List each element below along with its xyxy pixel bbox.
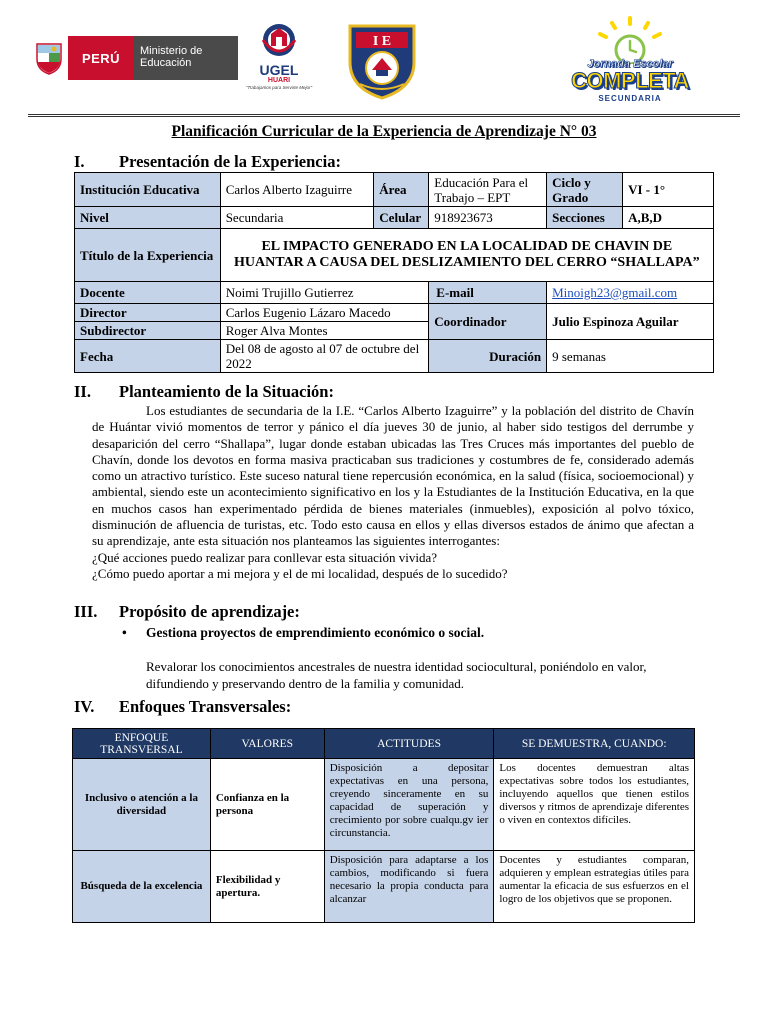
coordinador-value: Julio Espinoza Aguilar bbox=[547, 304, 714, 340]
info-row-titulo bbox=[75, 229, 714, 282]
section-3-number: III. bbox=[74, 602, 98, 621]
info-row-institucion bbox=[75, 173, 714, 207]
ugel-slogan: "Trabajamos para Servirte Mejor" bbox=[245, 85, 313, 90]
ugel-logo bbox=[244, 22, 314, 98]
section-3-heading bbox=[74, 602, 300, 622]
subdirector-label: Subdirector bbox=[75, 322, 221, 340]
header-valores: VALORES bbox=[210, 729, 324, 759]
enfoques-table bbox=[72, 728, 695, 923]
subdirector-value: Roger Alva Montes bbox=[220, 322, 429, 340]
bullet-icon: • bbox=[122, 625, 127, 640]
enfoque-cell: Inclusivo o atención a la diversidad bbox=[73, 759, 211, 851]
demuestra-cell: Docentes y estudiantes comparan, adquieren y emplean estrategias útiles para aumentar la eficacia de sus esfuerzos en el logro de los objetivos que se proponen. bbox=[494, 851, 695, 923]
ie-shield-logo bbox=[346, 22, 418, 100]
duracion-label: Duración bbox=[429, 340, 547, 373]
valor-cell: Flexibilidad y apertura. bbox=[210, 851, 324, 923]
section-1-heading bbox=[74, 152, 341, 172]
celular-label: Celular bbox=[374, 207, 429, 229]
demuestra-cell: Los docentes demuestran altas expectativas sobre todos los estudiantes, incluyendo aquellos que tienen estilos diversos y ritmos de aprendizaje diferentes o viven en contextos difíciles. bbox=[494, 759, 695, 851]
section-3-label: Propósito de aprendizaje: bbox=[119, 602, 300, 621]
email-value[interactable] bbox=[547, 282, 714, 304]
section-2-number: II. bbox=[74, 382, 91, 401]
valor-cell: Confianza en la persona bbox=[210, 759, 324, 851]
jec-line2: COMPLETA bbox=[571, 68, 689, 93]
ugel-subtitle: HUARI bbox=[267, 77, 291, 84]
peru-shield-icon bbox=[30, 36, 68, 80]
info-table bbox=[74, 172, 714, 373]
jornada-escolar-logo bbox=[560, 14, 700, 104]
email-label: E-mail bbox=[429, 282, 547, 304]
fecha-value: Del 08 de agosto al 07 de octubre del 2022 bbox=[220, 340, 429, 373]
institucion-label: Institución Educativa bbox=[75, 173, 221, 207]
ministerio-label: Ministerio de Educación bbox=[134, 36, 238, 80]
header-divider bbox=[28, 114, 740, 117]
actitud-cell: Disposición a depositar expectativas en una persona, creyendo sinceramente en su capacidad de superación y crecimiento por sobre cualqu.gv ier circunstancia. bbox=[324, 759, 494, 851]
docente-label: Docente bbox=[75, 282, 221, 304]
secciones-value: A,B,D bbox=[623, 207, 714, 229]
coordinador-label: Coordinador bbox=[429, 304, 547, 340]
table-row bbox=[73, 759, 695, 851]
info-row-nivel bbox=[75, 207, 714, 229]
proposito-bullet bbox=[122, 625, 484, 641]
proposito-text: Revalorar los conocimientos ancestrales de nuestra identidad sociocultural, poniéndolo en valor, difundiendo y preservando dentro de la familia y comunidad. bbox=[146, 659, 647, 691]
situacion-text bbox=[92, 403, 694, 582]
enfoque-cell: Búsqueda de la excelencia bbox=[73, 851, 211, 923]
section-4-number: IV. bbox=[74, 697, 95, 716]
jec-line1: Jornada Escolar bbox=[587, 58, 673, 70]
table-row bbox=[73, 851, 695, 923]
fecha-label: Fecha bbox=[75, 340, 221, 373]
email-link[interactable]: Minoigh23@gmail.com bbox=[552, 285, 678, 300]
director-label: Director bbox=[75, 304, 221, 322]
situacion-paragraph: Los estudiantes de secundaria de la I.E. “Carlos Alberto Izaguirre” y la población del distrito de Chavín de Huántar vivió momentos de terror y pánico el día jueves 30 de junio, al haber sido testigos del derrumbe y desaparición del cerro “Shallapa”, lugar donde estaban ubicadas las Tres Cruces más importantes del pueblo de Chavín, donde los devotos en forma masiva practicaban sus tradiciones y costumbres de fe, considerado además como un atractivo turístico. Este suceso natural tiene repercusión económica, en la salud (física, socioemocional) y ambiental, siendo este un acontecimiento significativo en los y la Estudiantes de la Institución Educativa, en la que en muchos casos han experimentado pérdida de bienes materiales (inmuebles), exposición al polvo tóxico, disminución de afluencia de turistas, etc. Todo esto causa en ellos y ellas diversos estados de ánimo que afectan a su aprendizaje, ante esta situación nos planteamos las siguientes interrogantes: bbox=[92, 403, 694, 549]
celular-value: 918923673 bbox=[429, 207, 547, 229]
page-title: Planificación Curricular de la Experiencia de Aprendizaje N° 03 bbox=[171, 123, 597, 140]
header-actitudes: ACTITUDES bbox=[324, 729, 494, 759]
area-value: Educación Para el Trabajo – EPT bbox=[429, 173, 547, 207]
ciclo-label: Ciclo y Grado bbox=[547, 173, 623, 207]
secciones-label: Secciones bbox=[547, 207, 623, 229]
peru-label: PERÚ bbox=[68, 36, 134, 80]
nivel-label: Nivel bbox=[75, 207, 221, 229]
sun-clock-icon bbox=[560, 14, 700, 64]
section-1-label: Presentación de la Experiencia: bbox=[119, 152, 341, 171]
ciclo-value: VI - 1° bbox=[623, 173, 714, 207]
area-label: Área bbox=[374, 173, 429, 207]
nivel-value: Secundaria bbox=[220, 207, 374, 229]
titulo-label: Título de la Experiencia bbox=[75, 229, 221, 282]
situacion-question-1: ¿Qué acciones puedo realizar para conllevar esta situación vivida? bbox=[92, 549, 438, 565]
section-4-heading bbox=[74, 697, 291, 717]
info-row-docente bbox=[75, 282, 714, 304]
section-2-label: Planteamiento de la Situación: bbox=[119, 382, 334, 401]
section-2-heading bbox=[74, 382, 334, 402]
info-row-director bbox=[75, 304, 714, 322]
ugel-title: UGEL bbox=[259, 62, 299, 78]
section-4-label: Enfoques Transversales: bbox=[119, 697, 292, 716]
minedu-logo bbox=[30, 36, 238, 80]
docente-value: Noimi Trujillo Gutierrez bbox=[220, 282, 429, 304]
info-row-fecha bbox=[75, 340, 714, 373]
ugel-emblem-icon bbox=[257, 22, 301, 58]
header-enfoque: ENFOQUE TRANSVERSAL bbox=[73, 729, 211, 759]
actitud-cell: Disposición para adaptarse a los cambios, modificando si fuera necesario la propia conducta para alcanzar bbox=[324, 851, 494, 923]
situacion-question-2: ¿Cómo puedo aportar a mi mejora y el de mi localidad, después de lo sucedido? bbox=[92, 565, 508, 581]
institucion-value: Carlos Alberto Izaguirre bbox=[220, 173, 374, 207]
section-1-number: I. bbox=[74, 152, 85, 171]
titulo-value: EL IMPACTO GENERADO EN LA LOCALIDAD DE CHAVIN DE HUANTAR A CAUSA DEL DESLIZAMIENTO DEL CERRO “SHALLAPA” bbox=[220, 229, 713, 282]
header-demuestra: SE DEMUESTRA, CUANDO: bbox=[494, 729, 695, 759]
director-value: Carlos Eugenio Lázaro Macedo bbox=[220, 304, 429, 322]
proposito-bullet-text: Gestiona proyectos de emprendimiento económico o social. bbox=[146, 625, 485, 640]
enfoques-header-row bbox=[73, 729, 695, 759]
duracion-value: 9 semanas bbox=[547, 340, 714, 373]
jec-line3: SECUNDARIA bbox=[598, 94, 662, 103]
ie-letters: I E bbox=[372, 34, 392, 49]
